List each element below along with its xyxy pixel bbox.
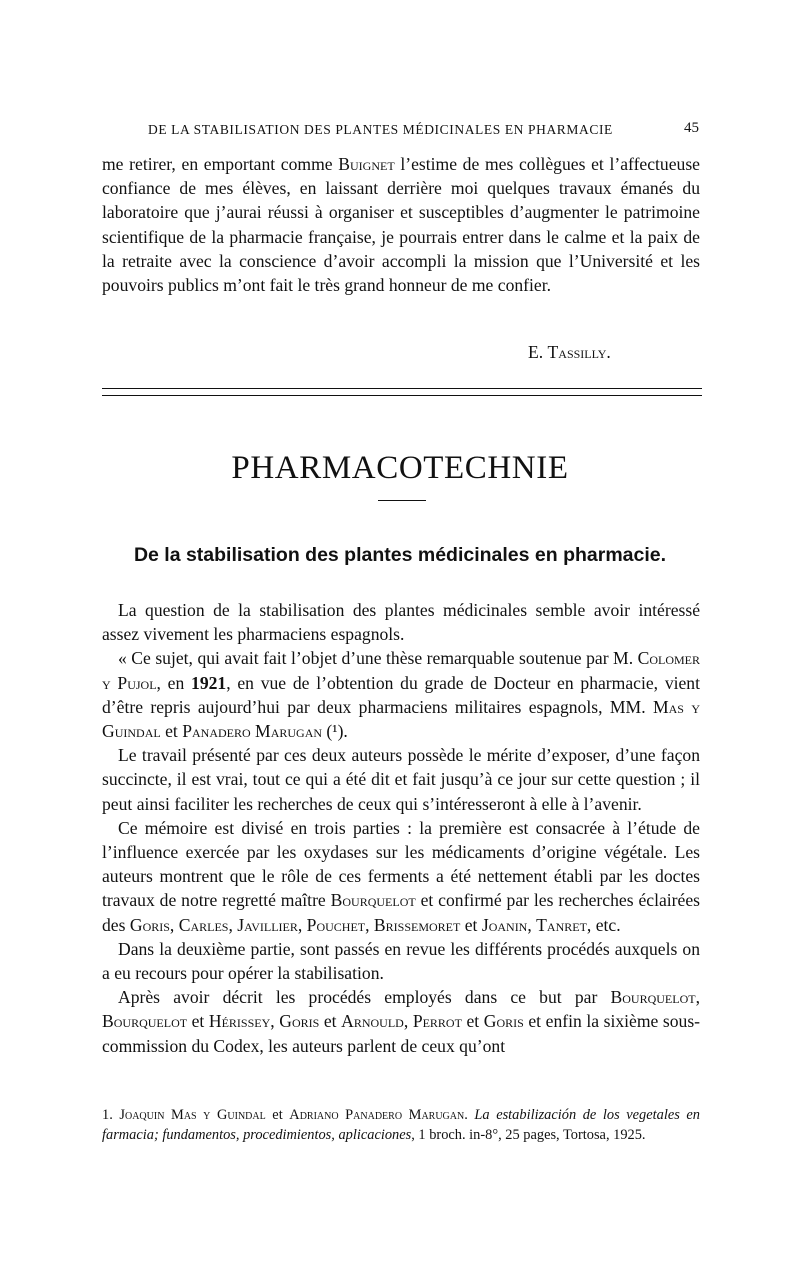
continuation-text	[102, 152, 700, 297]
continuation-paragraph	[102, 152, 700, 297]
signature-initial: E.	[528, 342, 548, 362]
text-run: et	[160, 721, 183, 742]
year: 1921	[191, 672, 227, 693]
signature-name: Tassilly.	[547, 342, 611, 362]
paragraph-procedures	[102, 985, 700, 1058]
double-rule-top	[102, 388, 702, 389]
author-name: Adriano Panadero Marugan	[289, 1107, 465, 1123]
text-run: , en	[156, 672, 192, 693]
author-name: Goris	[483, 1011, 524, 1032]
author-name: Joanin	[481, 914, 528, 935]
text-run: ,	[695, 987, 700, 1008]
double-rule-bottom	[102, 395, 702, 396]
author-name: Bourquelot	[610, 987, 696, 1008]
text-run: et	[187, 1011, 209, 1032]
work-title: La estabilización de los vegetales en farmacia; fundamentos, procedimientos, aplicaciones	[102, 1107, 700, 1143]
footnote-ref: (¹).	[322, 721, 348, 742]
text-run: ,	[270, 1011, 280, 1032]
text-run: et	[319, 1011, 342, 1032]
text-run: ,	[169, 914, 179, 935]
paragraph-quote	[102, 646, 700, 743]
text-run: « Ce sujet, qui avait fait l’objet d’une thèse remarquable soutenue par M.	[118, 648, 638, 669]
text-run: ,	[527, 914, 537, 935]
author-name: Javillier	[237, 914, 298, 935]
running-title: DE LA STABILISATION DES PLANTES MÉDICINALES EN PHARMACIE	[148, 122, 613, 137]
text-run: ,	[403, 1011, 413, 1032]
article-title: De la stabilisation des plantes médicinales en pharmacie.	[133, 544, 667, 566]
author-name: Bourquelot	[102, 1011, 188, 1032]
section-title: PHARMACOTECHNIE	[231, 450, 569, 486]
text-run: ,	[297, 914, 307, 935]
author-name: Hérissey	[208, 1011, 271, 1032]
author-name: Buignet	[338, 154, 395, 174]
paragraph-intro: La question de la stabilisation des plantes médicinales semble avoir intéressé assez vivement les pharmaciens espagnols.	[102, 600, 700, 645]
footnote-number: 1.	[102, 1107, 120, 1123]
author-name: Carles	[178, 914, 229, 935]
author-name: Brissemoret	[373, 914, 461, 935]
text-run: , etc.	[586, 914, 621, 935]
author-name: Arnould	[341, 1011, 404, 1032]
text-run: Après avoir décrit les procédés employés dans ce but par	[118, 987, 611, 1008]
text-run: ,	[365, 914, 374, 935]
author-name: Goris	[279, 1011, 320, 1032]
text-run: et	[265, 1107, 290, 1123]
paragraph-work: Le travail présenté par ces deux auteurs possède le mérite d’exposer, d’une façon succincte, il est vrai, tout ce qui a été dit et fait jusqu’à ce jour sur cette question ; il peut ainsi faciliter les recherches de ceux qui s’intéresseront à elle à l’avenir.	[102, 745, 700, 814]
page-number: 45	[684, 120, 699, 136]
author-name: Colomer y Pujol	[102, 648, 700, 693]
author-name: Joaquin Mas y Guindal	[119, 1107, 266, 1123]
text-run: l’estime de mes collègues et l’affectueuse confiance de mes élèves, en laissant derrière moi quelques travaux émanés du laboratoire que j’aurai réussi à organiser et susceptibles d’augmenter le patrimoine scientifique de la pharmacie française, je pourrais entrer dans le calme et la paix de la retraite avec la conscience d’avoir accompli la mission que l’Université et les pouvoirs publics m’ont fait le très grand honneur de me confier.	[102, 154, 700, 296]
text-run: ,	[228, 914, 238, 935]
author-name: Pouchet	[306, 914, 366, 935]
publication-details: , 1 broch. in-8°, 25 pages, Tortosa, 1925.	[411, 1127, 646, 1143]
title-rule	[378, 500, 426, 501]
paragraph-second-part: Dans la deuxième partie, sont passés en revue les différents procédés auxquels on a eu recours pour opérer la stabilisation.	[102, 938, 700, 984]
author-name: Perrot	[412, 1011, 462, 1032]
text-run: .	[464, 1107, 475, 1123]
text-run: Ce mémoire est divisé en trois parties : la première est consacrée à l’étude de l’influence exercée par les oxydases sur les médicaments d’origine végétale. Les auteurs montrent que le rôle de ces ferments a été nettement établi par les doctes travaux de notre regretté maître	[102, 817, 700, 911]
signature	[528, 342, 611, 363]
author-name: Bourquelot	[330, 890, 416, 911]
paragraph-parts	[102, 816, 700, 937]
author-name: Tanret	[536, 914, 587, 935]
text-run: et	[460, 914, 482, 935]
text-run: et confirmé par les recherches éclairées des	[102, 890, 700, 935]
text-run: et	[461, 1011, 484, 1032]
footnote	[102, 1105, 700, 1145]
text-run: , en vue de l’obtention du grade de Docteur en pharmacie, vient d’être repris aujourd’hui par deux pharmaciens militaires espagnols, MM.	[102, 672, 700, 717]
article-body	[102, 598, 700, 1058]
author-name: Mas y Guindal	[102, 696, 700, 742]
text-run: me retirer, en emportant comme	[102, 154, 339, 174]
author-name: Panadero Marugan	[182, 721, 323, 742]
author-name: Goris	[129, 914, 170, 935]
text-run: et enfin la sixième sous-commission du Codex, les auteurs parlent de ceux qu’ont	[102, 1011, 701, 1056]
